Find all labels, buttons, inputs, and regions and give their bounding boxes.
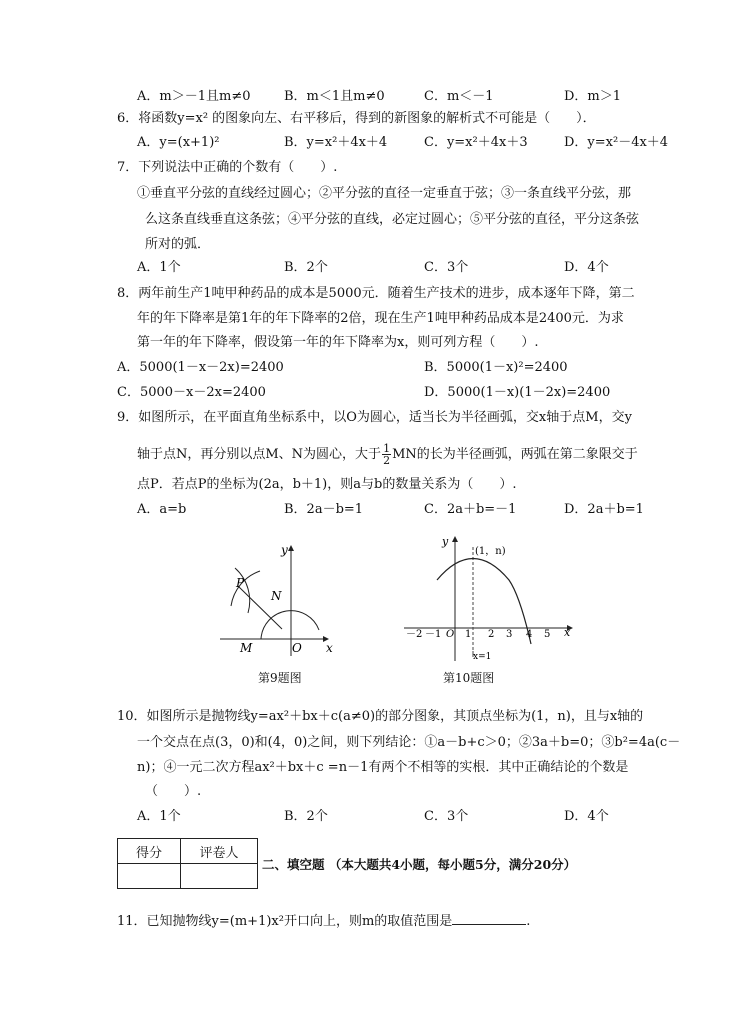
- score-cell[interactable]: [118, 864, 181, 889]
- q7-option-b: B．2个: [284, 260, 328, 275]
- figure-9: [218, 538, 348, 660]
- q9-option-a: A．a=b: [137, 502, 187, 517]
- q8-option-c: C．5000－x－2x=2400: [117, 385, 266, 400]
- fig9-label-o: O: [292, 641, 302, 655]
- q10-line-1: 10．如图所示是抛物线y=ax²＋bx＋c(a≠0)的部分图象，其顶点坐标为(1，n)，且与x轴的: [117, 709, 644, 724]
- fig9-label-n: N: [271, 589, 282, 603]
- q6-option-a: A．y=(x+1)²: [137, 135, 220, 150]
- q9-frac-num: 1: [383, 442, 391, 455]
- q6-option-d: D．y=x²－4x＋4: [564, 135, 669, 150]
- q6-stem: 6．将函数y=x² 的图象向左、右平移后，得到的新图象的解析式不可能是（ ）．: [117, 111, 596, 126]
- q11-text: 11．已知抛物线y=(m+1)x²开口向上，则m的取值范围是: [117, 914, 453, 929]
- fig10-tick-m2: －2: [406, 629, 423, 640]
- q7-line-3: 所对的弧．: [145, 237, 211, 252]
- q5-option-a: A．m＞－1且m≠0: [137, 89, 251, 104]
- q9-line-3: 点P．若点P的坐标为(2a，b＋1)，则a与b的数量关系为（ ）.: [137, 477, 517, 492]
- q11-end: .: [526, 914, 531, 929]
- q8-line-3: 第一年的年下降率，假设第一年的年下降率为x，则可列方程（ ）.: [137, 335, 539, 350]
- fig10-label-o: O: [446, 629, 455, 640]
- q8-option-d: D．5000(1－x)(1－2x)=2400: [424, 385, 611, 400]
- q7-option-a: A．1个: [137, 260, 181, 275]
- grader-header: 评卷人: [181, 839, 258, 864]
- q10-line-3: n)；④一元二次方程ax²＋bx＋c =n－1有两个不相等的实根．其中正确结论的个数是: [137, 760, 629, 775]
- q10-option-c: C．3个: [424, 809, 469, 824]
- fig10-tick-m1: －1: [425, 629, 442, 640]
- q9-option-b: B．2a－b=1: [284, 502, 364, 517]
- fig9-label-x: x: [326, 641, 333, 655]
- q8-line-1: 8．两年前生产1吨甲种药品的成本是5000元．随着生产技术的进步，成本逐年下降，第二: [117, 286, 635, 301]
- q7-option-c: C．3个: [424, 260, 469, 275]
- fig9-label-y: y: [281, 543, 288, 557]
- q8-option-b: B．5000(1－x)²=2400: [424, 360, 568, 375]
- q10-line-4: （ ）.: [145, 784, 202, 799]
- q5-option-c: C．m＜－1: [424, 89, 494, 104]
- q5-option-b: B．m＜1且m≠0: [284, 89, 385, 104]
- q7-line-2: 么这条直线垂直这条弦；④平分弦的直线，必定过圆心；⑤平分弦的直径，平分这条弦: [145, 212, 640, 227]
- fig9-label-m: M: [240, 641, 253, 655]
- q9-line-2a: 轴于点N，再分别以点M、N为圆心，大于: [137, 447, 382, 462]
- fig10-tick-1: 1: [465, 629, 472, 640]
- q11-answer-blank[interactable]: [452, 910, 526, 925]
- q6-option-b: B．y=x²＋4x＋4: [284, 135, 388, 150]
- q10-line-2: 一个交点在点(3，0)和(4，0)之间，则下列结论：①a－b+c＞0；②3a＋b=0；③b²=4a(c－: [137, 735, 681, 750]
- fig9-arc-mn: [261, 611, 319, 639]
- q10-option-a: A．1个: [137, 809, 181, 824]
- grader-cell[interactable]: [181, 864, 258, 889]
- fig9-label-p: P: [236, 576, 245, 590]
- score-header: 得分: [118, 839, 181, 864]
- figure-10: [400, 533, 580, 665]
- q9-line-1: 9．如图所示，在平面直角坐标系中，以O为圆心，适当长为半径画弧，交x轴于点M，交y: [117, 410, 632, 425]
- q9-option-d: D．2a＋b=1: [564, 502, 644, 517]
- q8-option-a: A．5000(1－x－2x)=2400: [117, 360, 284, 375]
- q7-stem: 7．下列说法中正确的个数有（ ）.: [117, 160, 338, 175]
- q10-option-d: D．4个: [564, 809, 609, 824]
- fig10-vertex-label: (1，n): [475, 546, 506, 557]
- q9-fraction: [382, 443, 391, 466]
- fig10-tick-4: 4: [526, 629, 533, 640]
- fig10-tick-2: 2: [488, 629, 495, 640]
- q7-line-1: ①垂直平分弦的直线经过圆心；②平分弦的直径一定垂直于弦；③一条直线平分弦，那: [137, 186, 632, 201]
- q8-line-2: 年的年下降率是第1年的年下降率的2倍，现在生产1吨甲种药品成本是2400元．为求: [137, 311, 624, 326]
- q7-option-d: D．4个: [564, 260, 609, 275]
- fig10-caption: 第10题图: [443, 671, 495, 685]
- q5-option-d: D．m＞1: [564, 89, 622, 104]
- fig10-axis-label: x=1: [473, 652, 492, 662]
- q10-option-b: B．2个: [284, 809, 328, 824]
- fig9-caption: 第9题图: [258, 671, 302, 685]
- score-table: [117, 838, 258, 889]
- fig10-label-y: y: [442, 535, 449, 548]
- section-2-title: 二、填空题 （本大题共4小题，每小题5分，满分20分）: [262, 857, 577, 872]
- q9-line-2: [137, 443, 638, 466]
- fig10-label-x: x: [564, 626, 571, 639]
- fig10-tick-3: 3: [506, 629, 513, 640]
- q11: [117, 910, 530, 931]
- q9-frac-den: 2: [383, 454, 391, 467]
- q6-option-c: C．y=x²＋4x＋3: [424, 135, 528, 150]
- q9-line-2b: MN的长为半径画弧，两弧在第二象限交于: [392, 447, 638, 462]
- q9-option-c: C．2a＋b=－1: [424, 502, 517, 517]
- fig10-tick-5: 5: [544, 629, 551, 640]
